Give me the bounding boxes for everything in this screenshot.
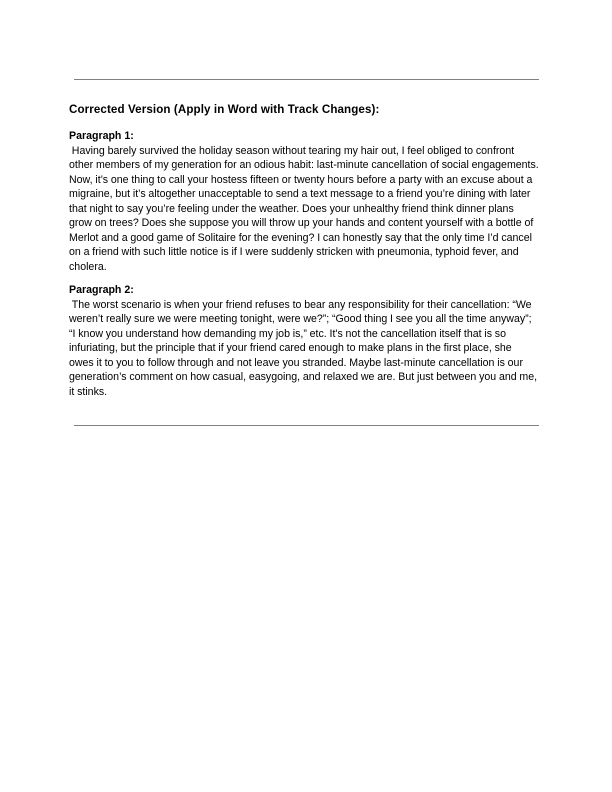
paragraph-1-body: Having barely survived the holiday season without tearing my hair out, I feel obliged to confront other members of my generation for an odious habit: last-minute cancellation of social engagements. Now, it’s one thing to call your hostess fifteen or twenty hours before a party with an excuse about a migraine, but it’s altogether unacceptable to send a text message to a friend you’re dining with later that night to say you’re feeling under the weather. Does your unhealthy friend think dinner plans grow on trees? Does she suppose you will throw up your hands and content yourself with a bottle of Merlot and a good game of Solitaire for the evening? I can honestly say that the only time I’d cancel on a friend with such little notice is if I were suddenly stricken with pneumonia, typhoid fever, and cholera. [69, 144, 542, 273]
paragraph-1-label: Paragraph 1: [69, 130, 134, 142]
paragraph-section-1 [69, 129, 542, 274]
paragraph-section-2 [69, 283, 539, 399]
top-horizontal-rule [74, 79, 539, 80]
bottom-horizontal-rule [74, 425, 539, 426]
page-title: Corrected Version (Apply in Word with Track Changes): [69, 102, 380, 116]
paragraph-2-label: Paragraph 2: [69, 284, 134, 296]
paragraph-2-body: The worst scenario is when your friend refuses to bear any responsibility for their cancellation: “We weren’t really sure we were meeting tonight, were we?”; “Good thing I see you all the time anyway”; “I know you understand how demanding my job is,” etc. It's not the cancellation itself that is so infuriating, but the principle that if your friend cared enough to make plans in the first place, she owes it to you to follow through and not leave you stranded. Maybe last-minute cancellation is our generation’s comment on how casual, easygoing, and relaxed we are. But just between you and me, it stinks. [69, 298, 540, 398]
